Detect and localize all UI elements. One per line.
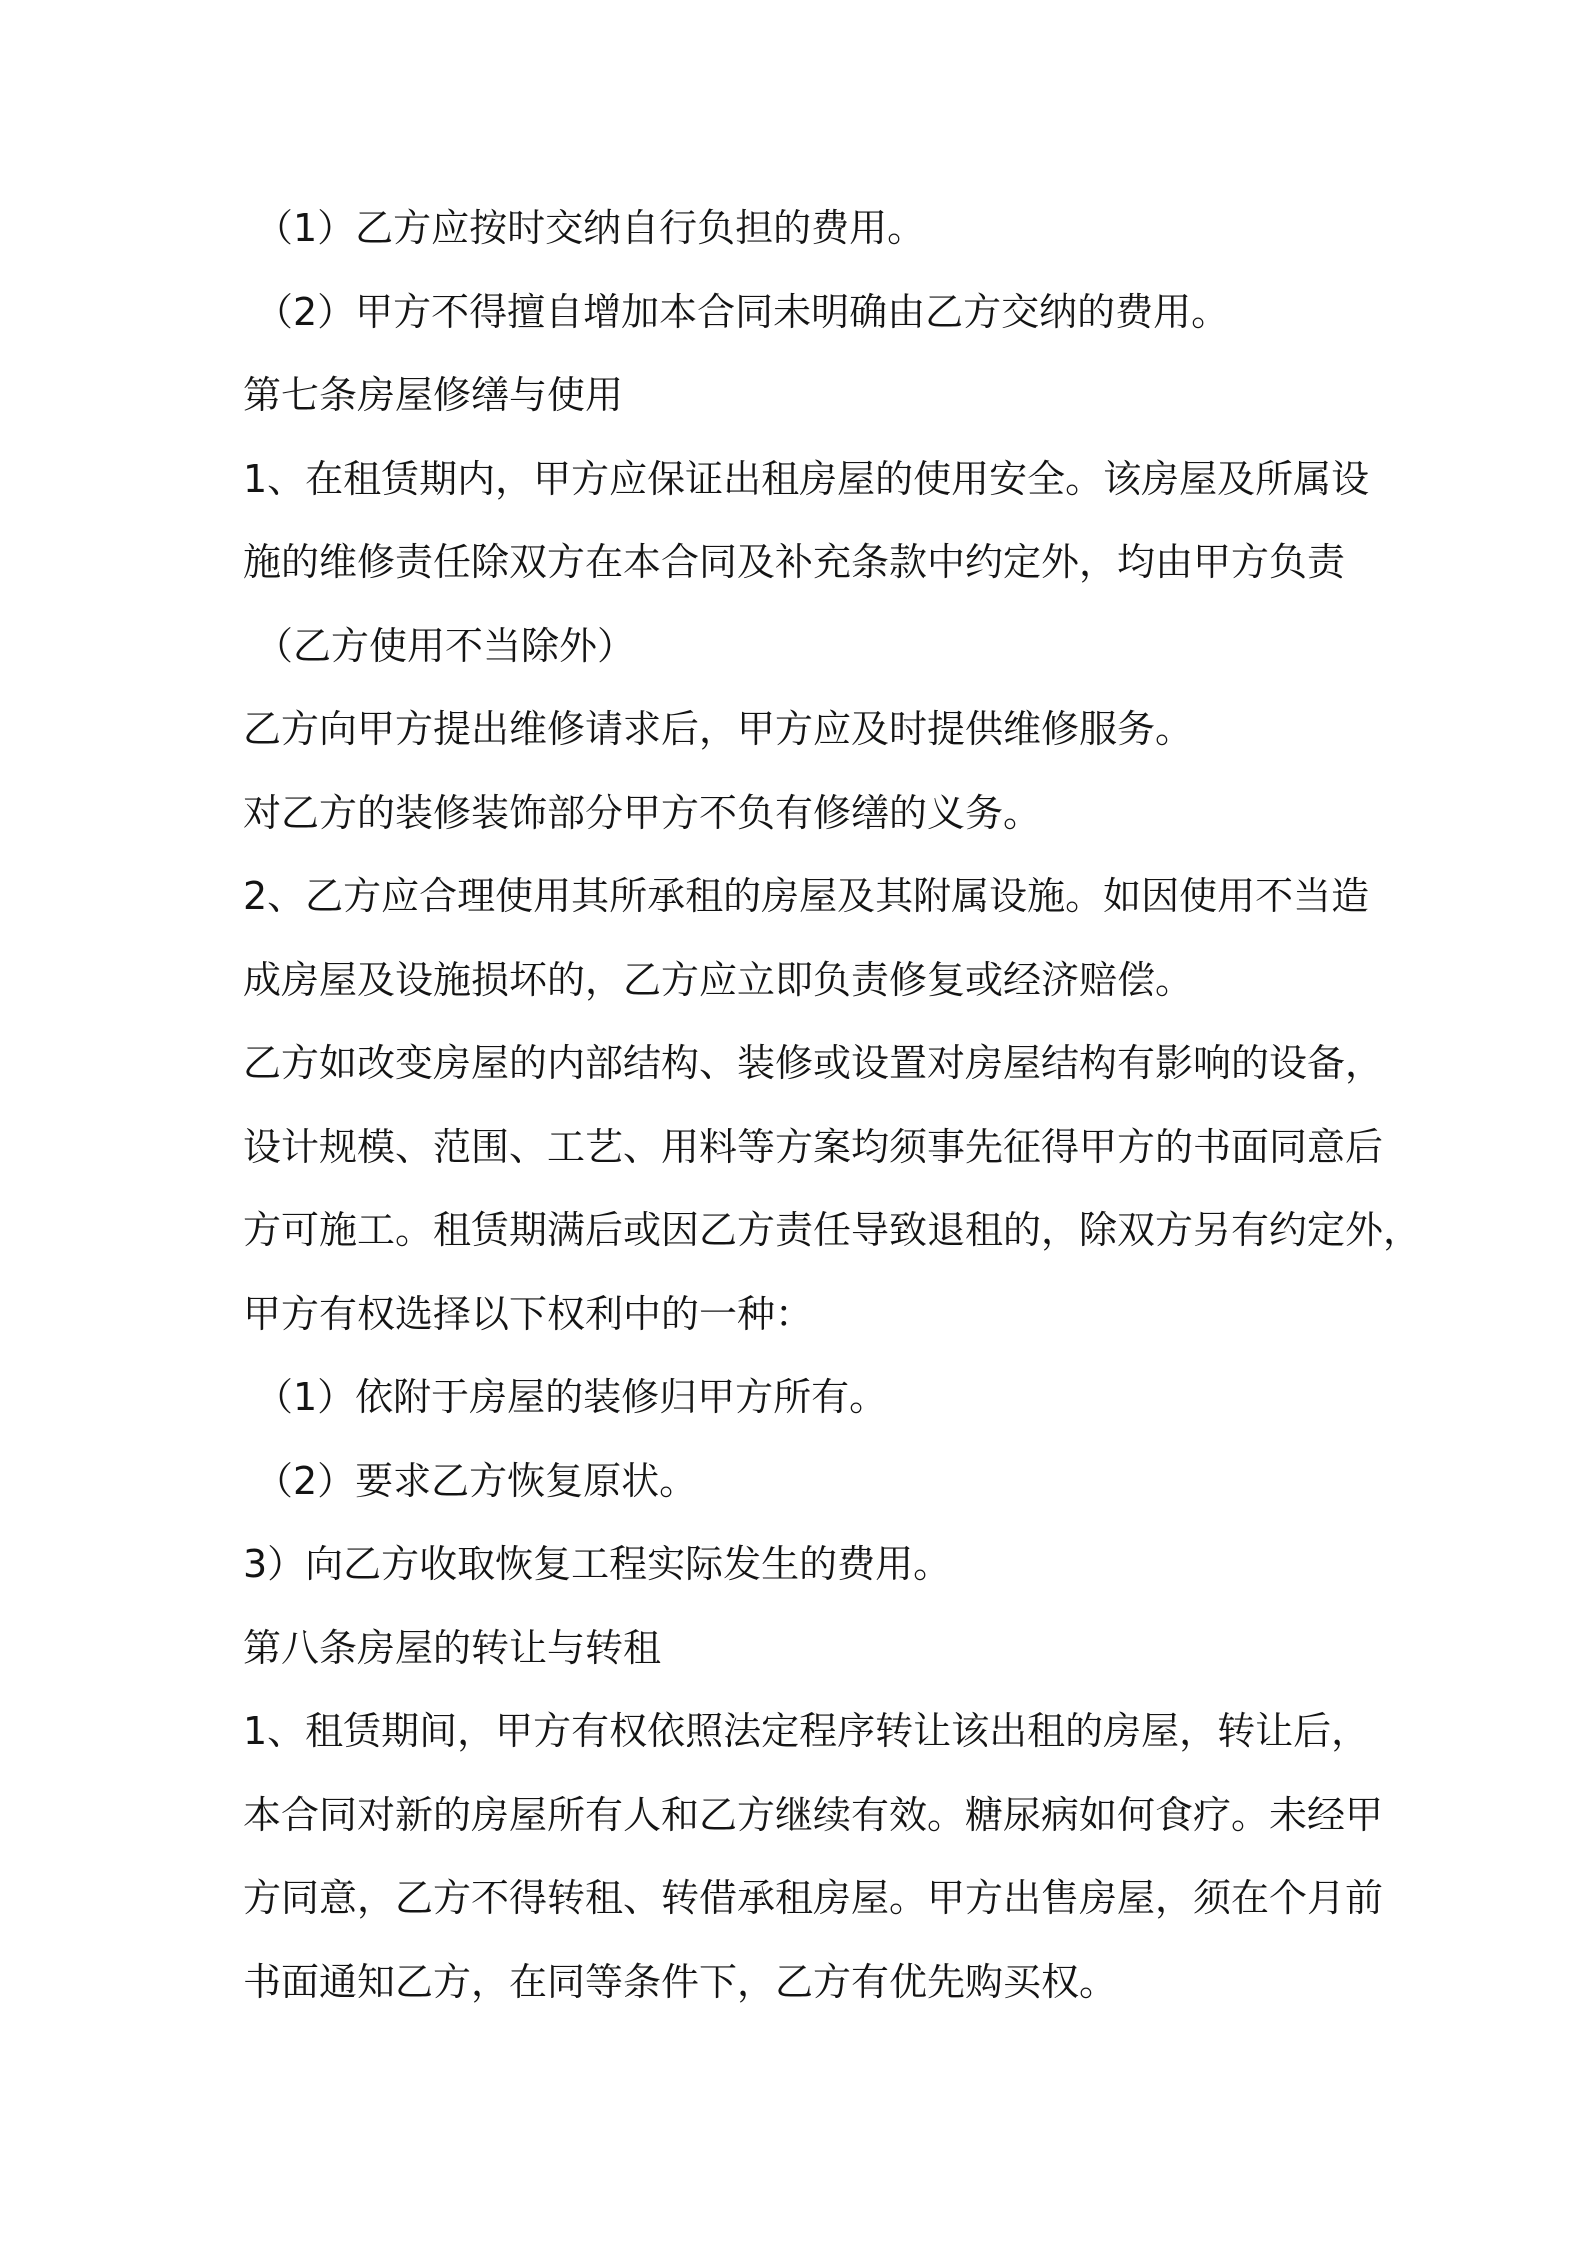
- paragraph-line: 乙方向甲方提出维修请求后，甲方应及时提供维修服务。: [243, 707, 1194, 751]
- paragraph-line: 甲方有权选择以下权利中的一种：: [243, 1292, 814, 1336]
- paragraph-line: 本合同对新的房屋所有人和乙方继续有效。糖尿病如何食疗。未经甲: [243, 1793, 1384, 1837]
- paragraph-line: （1）依附于房屋的装修归甲方所有。: [255, 1375, 888, 1419]
- paragraph-line: 方同意，乙方不得转租、转借承租房屋。甲方出售房屋，须在个月前: [243, 1876, 1384, 1920]
- paragraph-line: 1、在租赁期内，甲方应保证出租房屋的使用安全。该房屋及所属设: [243, 457, 1370, 501]
- paragraph-line: 施的维修责任除双方在本合同及补充条款中约定外，均由甲方负责: [243, 540, 1346, 584]
- paragraph-line: 设计规模、范围、工艺、用料等方案均须事先征得甲方的书面同意后: [243, 1125, 1384, 1169]
- paragraph-line: （乙方使用不当除外）: [255, 624, 636, 668]
- paragraph-line: 1、租赁期间，甲方有权依照法定程序转让该出租的房屋，转让后，: [243, 1709, 1370, 1753]
- paragraph-line: 乙方如改变房屋的内部结构、装修或设置对房屋结构有影响的设备，: [243, 1041, 1384, 1085]
- paragraph-line: 书面通知乙方，在同等条件下，乙方有优先购买权。: [243, 1960, 1118, 2004]
- section-heading-article-8: 第八条房屋的转让与转租: [243, 1626, 662, 1670]
- paragraph-line: 对乙方的装修装饰部分甲方不负有修缮的义务。: [243, 791, 1042, 835]
- section-heading-article-7: 第七条房屋修缮与使用: [243, 373, 624, 417]
- paragraph-line: 成房屋及设施损坏的，乙方应立即负责修复或经济赔偿。: [243, 958, 1194, 1002]
- paragraph-line: 3）向乙方收取恢复工程实际发生的费用。: [243, 1542, 952, 1586]
- paragraph-line: 方可施工。租赁期满后或因乙方责任导致退租的，除双方另有约定外，: [243, 1208, 1422, 1252]
- paragraph-line: 2、乙方应合理使用其所承租的房屋及其附属设施。如因使用不当造: [243, 874, 1370, 918]
- paragraph-line: （1）乙方应按时交纳自行负担的费用。: [255, 206, 926, 250]
- paragraph-line: （2）甲方不得擅自增加本合同未明确由乙方交纳的费用。: [255, 290, 1230, 334]
- paragraph-line: （2）要求乙方恢复原状。: [255, 1459, 698, 1503]
